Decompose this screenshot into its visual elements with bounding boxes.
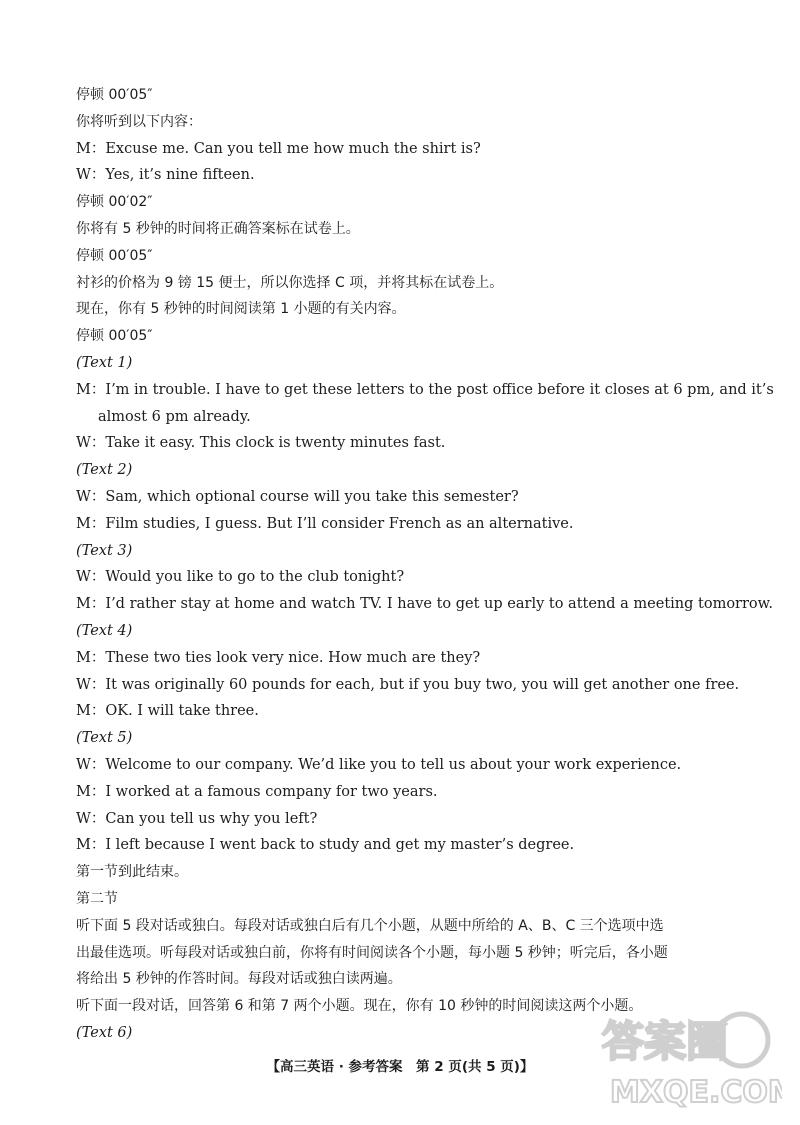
dialogue-line: W：Sam, which optional course will you take this semester? xyxy=(76,488,519,505)
dialogue-continuation: almost 6 pm already. xyxy=(98,408,251,425)
dialogue-line: M：I left because I went back to study and get my master’s degree. xyxy=(76,837,575,854)
text-label: (Text 6) xyxy=(76,1024,133,1041)
instruction-line: 现在，你有 5 秒钟的时间阅读第 1 小题的有关内容。 xyxy=(76,301,406,318)
instruction-line: 你将有 5 秒钟的时间将正确答案标在试卷上。 xyxy=(76,220,360,237)
pause-line: 停顿 00′02″ xyxy=(76,194,153,211)
dialogue-line: W：Yes, it’s nine fifteen. xyxy=(76,167,255,184)
dialogue-line: W：Would you like to go to the club tonight? xyxy=(76,569,405,586)
instruction-line: 将给出 5 秒钟的作答时间。每段对话或独白读两遍。 xyxy=(76,971,402,988)
dialogue-line: M：I worked at a famous company for two years. xyxy=(76,783,438,800)
section-end-line: 第一节到此结束。 xyxy=(76,864,188,881)
instruction-line: 听下面 5 段对话或独白。每段对话或独白后有几个小题，从题中所给的 A、B、C 三个选项中选 xyxy=(76,917,664,934)
watermark-top-text: 答案圈 xyxy=(602,1017,729,1066)
dialogue-line: M：These two ties look very nice. How much are they? xyxy=(76,649,481,666)
dialogue-line: M：Excuse me. Can you tell me how much the shirt is? xyxy=(76,140,481,157)
watermark-logo-icon xyxy=(592,1006,782,1111)
text-label: (Text 1) xyxy=(76,354,133,371)
pause-line: 停顿 00′05″ xyxy=(76,247,153,264)
text-label: (Text 4) xyxy=(76,622,133,639)
text-label: (Text 5) xyxy=(76,730,133,747)
document-body xyxy=(76,82,774,1047)
pause-line: 停顿 00′05″ xyxy=(76,87,153,103)
dialogue-line: M：I’m in trouble. I have to get these letters to the post office before it closes at 6 pm, and it’s xyxy=(76,381,774,398)
dialogue-line: M：I’d rather stay at home and watch TV. I have to get up early to attend a meeting tomorrow. xyxy=(76,596,773,613)
dialogue-line: W：Can you tell us why you left? xyxy=(76,810,318,827)
watermark-bottom-text: MXQE.COM xyxy=(610,1075,782,1110)
page-footer: 【高三英语 · 参考答案 第 2 页(共 5 页)】 xyxy=(266,1059,534,1075)
text-label: (Text 2) xyxy=(76,462,133,479)
pause-line: 停顿 00′05″ xyxy=(76,328,153,345)
dialogue-line: W：Take it easy. This clock is twenty minutes fast. xyxy=(76,435,446,452)
dialogue-line: M：Film studies, I guess. But I’ll consider French as an alternative. xyxy=(76,515,574,532)
dialogue-line: M：OK. I will take three. xyxy=(76,703,259,720)
watermark-logo xyxy=(592,1006,782,1111)
instruction-line: 衬衫的价格为 9 镑 15 便士，所以你选择 C 项，并将其标在试卷上。 xyxy=(76,274,504,291)
dialogue-line: W：It was originally 60 pounds for each, but if you buy two, you will get another one free. xyxy=(76,676,740,693)
text-label: (Text 3) xyxy=(76,542,133,559)
section-heading: 第二节 xyxy=(76,890,118,907)
instruction-line: 你将听到以下内容： xyxy=(76,113,202,130)
instruction-line: 出最佳选项。听每段对话或独白前，你将有时间阅读各个小题，每小题 5 秒钟；听完后，各小题 xyxy=(76,944,668,961)
instruction-line: 听下面一段对话，回答第 6 和第 7 两个小题。现在，你有 10 秒钟的时间阅读这两个小题。 xyxy=(76,998,643,1015)
dialogue-line: W：Welcome to our company. We’d like you to tell us about your work experience. xyxy=(76,756,682,773)
